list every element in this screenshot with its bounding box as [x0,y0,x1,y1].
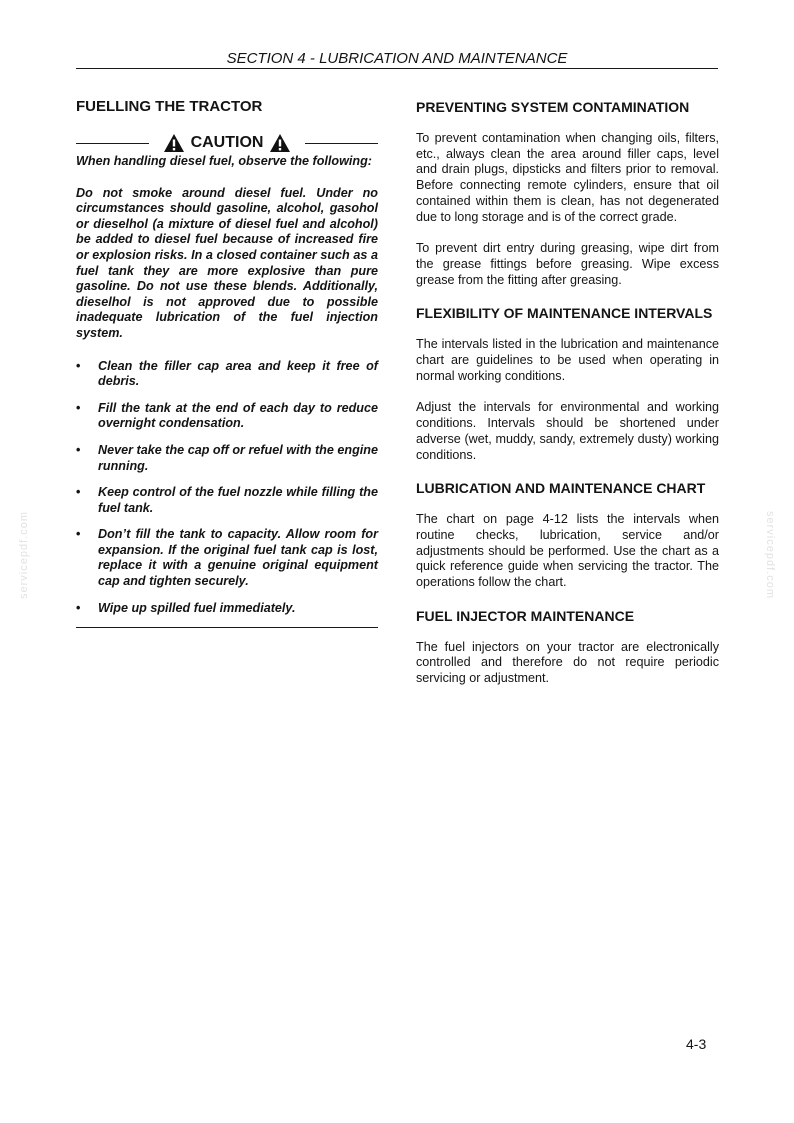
paragraph: The intervals listed in the lubrication and maintenance chart are guidelines to be used when operating in normal working conditions. [416,337,719,383]
caution-end-rule [76,627,378,628]
caution-banner [76,132,378,154]
list-item: • Keep control of the fuel nozzle while filling the fuel tank. [76,485,378,515]
paragraph: Adjust the intervals for environmental and working conditions. Intervals should be shortened under adverse (wet, muddy, sandy, extremely dusty) working conditions. [416,400,719,462]
section-lubrication-chart [416,479,719,591]
section-fuel-injector [416,607,719,687]
section-title: SECTION 4 - LUBRICATION AND MAINTENANCE [226,50,568,67]
caution-intro: When handling diesel fuel, observe the following: [76,154,372,168]
list-item: • Fill the tank at the end of each day to reduce overnight condensation. [76,400,378,431]
list-item: • Don’t fill the tank to capacity. Allow room for expansion. If the original fuel tank cap is lost, replace it with a genuine original equipment cap and tighten securely. [76,527,378,589]
page-number: 4-3 [686,1036,707,1052]
fuelling-bullet-list [76,359,378,617]
section-heading: PREVENTING SYSTEM CONTAMINATION [416,99,690,115]
caution-body: Do not smoke around diesel fuel. Under no circumstances should gasoline, alcohol, gasohol or dieselhol (a mixture of diesel fuel and alcohol) be added to diesel fuel because of increased fire or explosion risks. In a closed container such as a fuel tank they are more explosive than pure gasoline. Do not use these blends. Additionally, dieselhol is not approved due to possible inadequate lubrication of the fuel injection system. [76,185,378,340]
paragraph: The fuel injectors on your tractor are electronically controlled and therefore do not require periodic servicing or adjustment. [416,639,719,686]
section-heading: LUBRICATION AND MAINTENANCE CHART [416,480,706,497]
paragraph: The chart on page 4-12 lists the intervals when routine checks, lubrication, service and/or adjustments should be performed. Use the chart as a quick reference guide when servicing the tractor. The operations follow the chart. [416,512,719,590]
left-column [76,98,378,628]
list-item: • Wipe up spilled fuel immediately. [76,600,296,615]
section-heading: FUEL INJECTOR MAINTENANCE [416,607,635,624]
paragraph: To prevent dirt entry during greasing, wipe dirt from the grease fittings before greasing. Wipe excess grease from the fitting after greasing. [416,241,719,287]
warning-triangle-icon [163,133,185,153]
list-item: • Clean the filler cap area and keep it free of debris. [76,358,378,389]
section-preventing-contamination [416,98,719,288]
section-heading: FLEXIBILITY OF MAINTENANCE INTERVALS [416,305,713,322]
right-column [416,98,719,687]
caution-rule-left [76,143,149,144]
section-flexibility-intervals [416,304,719,463]
caution-rule-right [305,143,378,144]
watermark-left: servicepdf.com [18,511,30,599]
caution-label: CAUTION [190,134,264,151]
fuelling-heading: FUELLING THE TRACTOR [76,98,263,115]
watermark-right: servicepdf.com [764,511,776,599]
list-item: • Never take the cap off or refuel with the engine running. [76,442,378,473]
section-header [76,49,718,69]
warning-triangle-icon [269,133,291,153]
paragraph: To prevent contamination when changing oils, filters, etc., always clean the area around filler caps, level and drain plugs, dipsticks and filters prior to removal. Before connecting remote cylinders, ensure that oil contained within them is clean, has not degenerated due to long storage and is of the correct grade. [416,131,719,224]
